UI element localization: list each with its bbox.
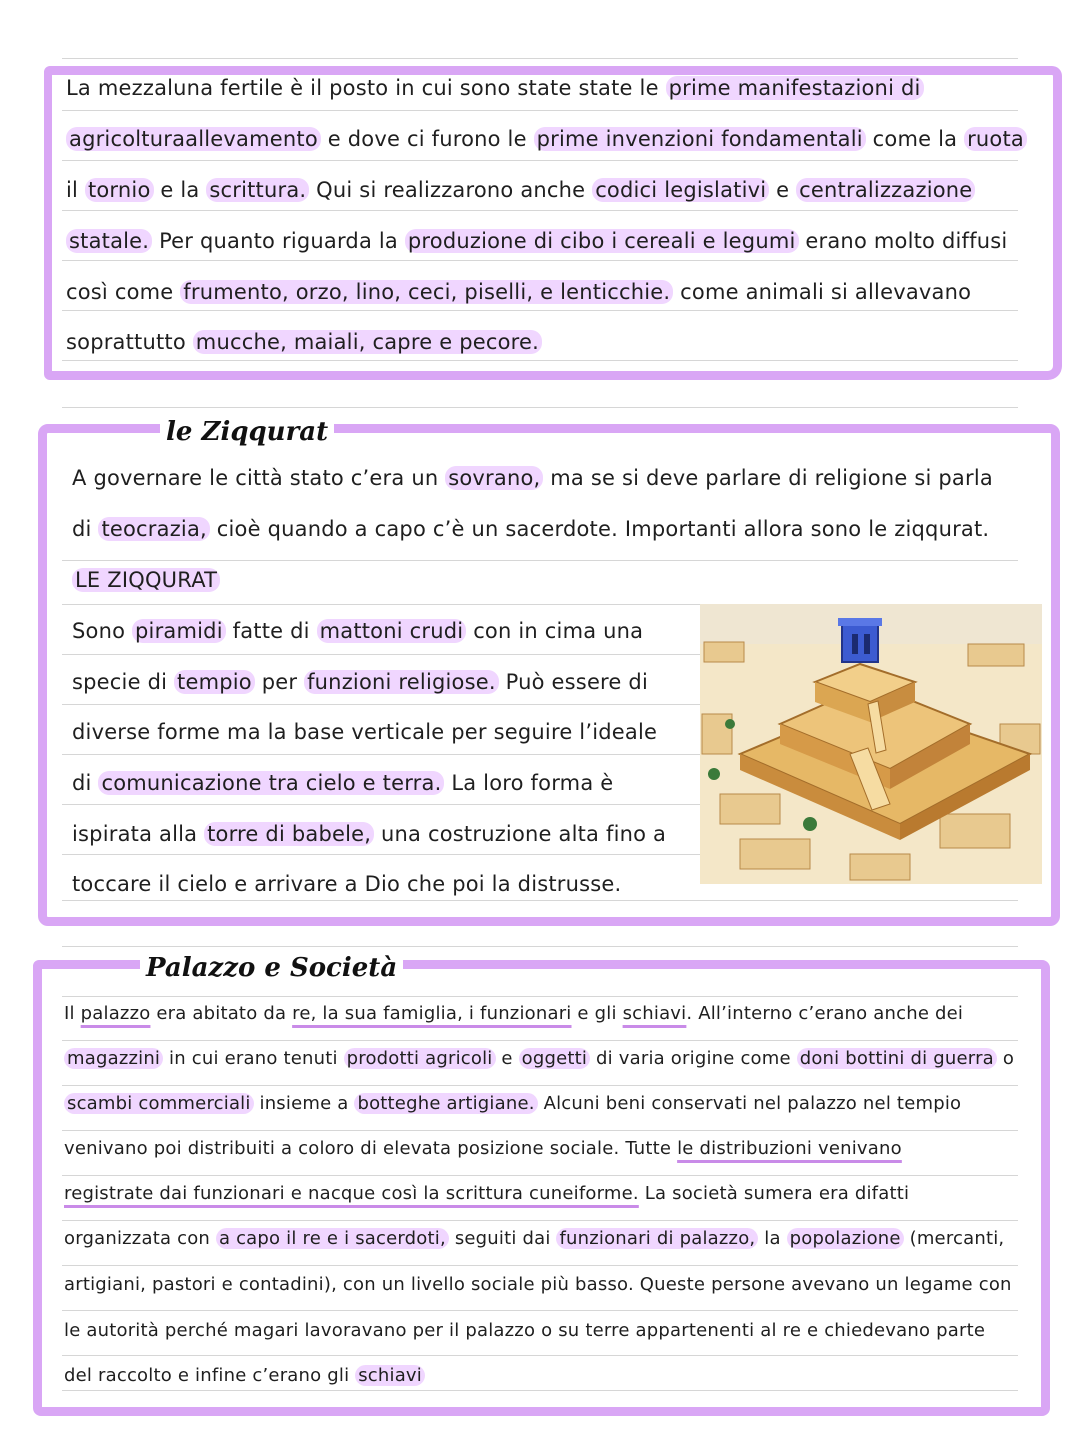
- text-segment: e: [769, 178, 797, 202]
- text-line: [72, 670, 648, 694]
- text-segment: ma se si deve parlare di religione si parla: [543, 466, 993, 490]
- highlighted-text: piramidi: [132, 619, 226, 643]
- text-segment: cioè quando a capo c’è un sacerdote. Importanti allora sono le ziqqurat.: [209, 517, 990, 541]
- text-line: [66, 127, 1027, 151]
- text-segment: Alcuni beni conservati nel palazzo nel tempio: [537, 1093, 962, 1114]
- text-segment: ispirata alla: [72, 822, 205, 846]
- highlighted-text: tempio: [174, 670, 255, 694]
- highlighted-text: oggetti: [519, 1048, 590, 1069]
- text-segment: di: [72, 517, 99, 541]
- underlined-text: palazzo: [80, 1003, 151, 1024]
- text-line: [64, 1138, 902, 1159]
- text-segment: specie di: [72, 670, 175, 694]
- text-line: [72, 466, 993, 490]
- text-line: [66, 76, 924, 100]
- highlighted-text: comunicazione tra cielo e terra.: [98, 771, 444, 795]
- rule-line: [62, 58, 1018, 59]
- text-segment: Il: [64, 1003, 81, 1024]
- highlighted-text: agricolturaallevamento: [66, 127, 321, 151]
- section-ziqqurat-title: le Ziqqurat: [160, 417, 334, 447]
- highlighted-text: funzioni religiose.: [304, 670, 499, 694]
- highlighted-text: scambi commerciali: [64, 1093, 254, 1114]
- text-line: [66, 330, 542, 354]
- text-line: [72, 822, 666, 846]
- text-line: [66, 229, 1007, 253]
- highlighted-text: teocrazia,: [98, 517, 209, 541]
- highlighted-text: scrittura.: [206, 178, 309, 202]
- text-segment: e: [495, 1048, 519, 1069]
- text-line: [72, 568, 220, 592]
- highlighted-text: prime manifestazioni di: [666, 76, 924, 100]
- text-segment: diverse forme ma la base verticale per seguire l’ideale: [72, 720, 658, 744]
- text-segment: così come: [66, 280, 181, 304]
- text-segment: fatte di: [225, 619, 317, 643]
- text-segment: Qui si realizzarono anche: [309, 178, 593, 202]
- text-segment: di: [72, 771, 99, 795]
- text-segment: la: [758, 1228, 787, 1249]
- highlighted-text: centralizzazione: [796, 178, 975, 202]
- ziggurat-icon: [700, 604, 1042, 884]
- highlighted-text: botteghe artigiane.: [354, 1093, 537, 1114]
- highlighted-text: magazzini: [64, 1048, 163, 1069]
- text-line: [72, 619, 643, 643]
- text-line: [64, 1320, 985, 1341]
- highlighted-text: codici legislativi: [592, 178, 769, 202]
- text-line: [64, 1093, 961, 1114]
- highlighted-text: popolazione: [787, 1228, 904, 1249]
- underlined-text: schiavi: [622, 1003, 687, 1024]
- text-segment: A governare le città stato c’era un: [72, 466, 446, 490]
- rule-line: [62, 407, 1018, 408]
- highlighted-text: mattoni crudi: [317, 619, 467, 643]
- text-segment: era abitato da: [150, 1003, 293, 1024]
- highlighted-text: funzionari di palazzo,: [556, 1228, 758, 1249]
- highlighted-text: tornio: [85, 178, 154, 202]
- highlighted-text: schiavi: [355, 1365, 425, 1386]
- underlined-text: re, la sua famiglia, i funzionari: [292, 1003, 572, 1024]
- text-segment: toccare il cielo e arrivare a Dio che poi la distrusse.: [72, 872, 622, 896]
- text-segment: per: [254, 670, 305, 694]
- text-segment: del raccolto e infine c’erano gli: [64, 1365, 356, 1386]
- text-segment: Per quanto riguarda la: [152, 229, 405, 253]
- highlighted-text: frumento, orzo, lino, ceci, piselli, e lenticchie.: [180, 280, 673, 304]
- highlighted-text: prime invenzioni fondamentali: [534, 127, 866, 151]
- text-line: [72, 771, 613, 795]
- text-segment: (mercanti,: [903, 1228, 1005, 1249]
- text-segment: organizzata con: [64, 1228, 216, 1249]
- text-segment: con in cima una: [466, 619, 644, 643]
- text-line: [64, 1003, 963, 1024]
- text-line: [72, 720, 657, 744]
- highlighted-text: doni bottini di guerra: [797, 1048, 997, 1069]
- text-line: [64, 1183, 909, 1204]
- text-segment: come animali si allevavano: [673, 280, 972, 304]
- text-segment: una costruzione alta fino a: [374, 822, 667, 846]
- text-segment: di varia origine come: [590, 1048, 797, 1069]
- text-segment: venivano poi distribuiti a coloro di elevata posizione sociale. Tutte: [64, 1138, 678, 1159]
- text-line: [64, 1048, 1014, 1069]
- underlined-text: le distribuzioni venivano: [677, 1138, 902, 1159]
- text-segment: La mezzaluna fertile è il posto in cui sono state state le: [66, 76, 666, 100]
- highlighted-text: LE ZIQQURAT: [72, 568, 220, 592]
- highlighted-text: statale.: [66, 229, 152, 253]
- text-segment: erano molto diffusi: [798, 229, 1008, 253]
- text-line: [72, 872, 621, 896]
- text-segment: le autorità perché magari lavoravano per il palazzo o su terre appartenenti al re e chiedevano parte: [64, 1320, 986, 1341]
- text-segment: soprattutto: [66, 330, 193, 354]
- text-segment: artigiani, pastori e contadini), con un livello sociale più basso. Queste persone avevano un legame con: [64, 1274, 1012, 1295]
- text-line: [66, 280, 971, 304]
- text-segment: e gli: [571, 1003, 623, 1024]
- text-line: [72, 517, 989, 541]
- text-segment: o: [996, 1048, 1015, 1069]
- text-segment: e dove ci furono le: [320, 127, 534, 151]
- rule-line: [62, 946, 1018, 947]
- text-line: [64, 1228, 1004, 1249]
- ziggurat-illustration: [700, 604, 1042, 884]
- text-segment: il: [66, 178, 85, 202]
- highlighted-text: mucche, maiali, capre e pecore.: [193, 330, 542, 354]
- highlighted-text: sovrano,: [445, 466, 543, 490]
- text-line: [64, 1365, 425, 1386]
- text-line: [64, 1274, 1012, 1295]
- text-segment: seguiti dai: [448, 1228, 557, 1249]
- text-line: [66, 178, 975, 202]
- underlined-text: registrate dai funzionari e nacque così la scrittura cuneiforme.: [64, 1183, 639, 1204]
- text-segment: La società sumera era difatti: [638, 1183, 910, 1204]
- highlighted-text: produzione di cibo i cereali e legumi: [405, 229, 799, 253]
- text-segment: in cui erano tenuti: [163, 1048, 344, 1069]
- highlighted-text: a capo il re e i sacerdoti,: [216, 1228, 449, 1249]
- text-segment: La loro forma è: [444, 771, 614, 795]
- text-segment: insieme a: [253, 1093, 355, 1114]
- highlighted-text: prodotti agricoli: [344, 1048, 496, 1069]
- text-segment: come la: [865, 127, 965, 151]
- highlighted-text: torre di babele,: [204, 822, 374, 846]
- text-segment: Può essere di: [498, 670, 648, 694]
- section-palazzo-title: Palazzo e Società: [140, 953, 403, 983]
- text-segment: e la: [153, 178, 207, 202]
- text-segment: Sono: [72, 619, 133, 643]
- text-segment: . All’interno c’erano anche dei: [686, 1003, 964, 1024]
- highlighted-text: ruota: [964, 127, 1027, 151]
